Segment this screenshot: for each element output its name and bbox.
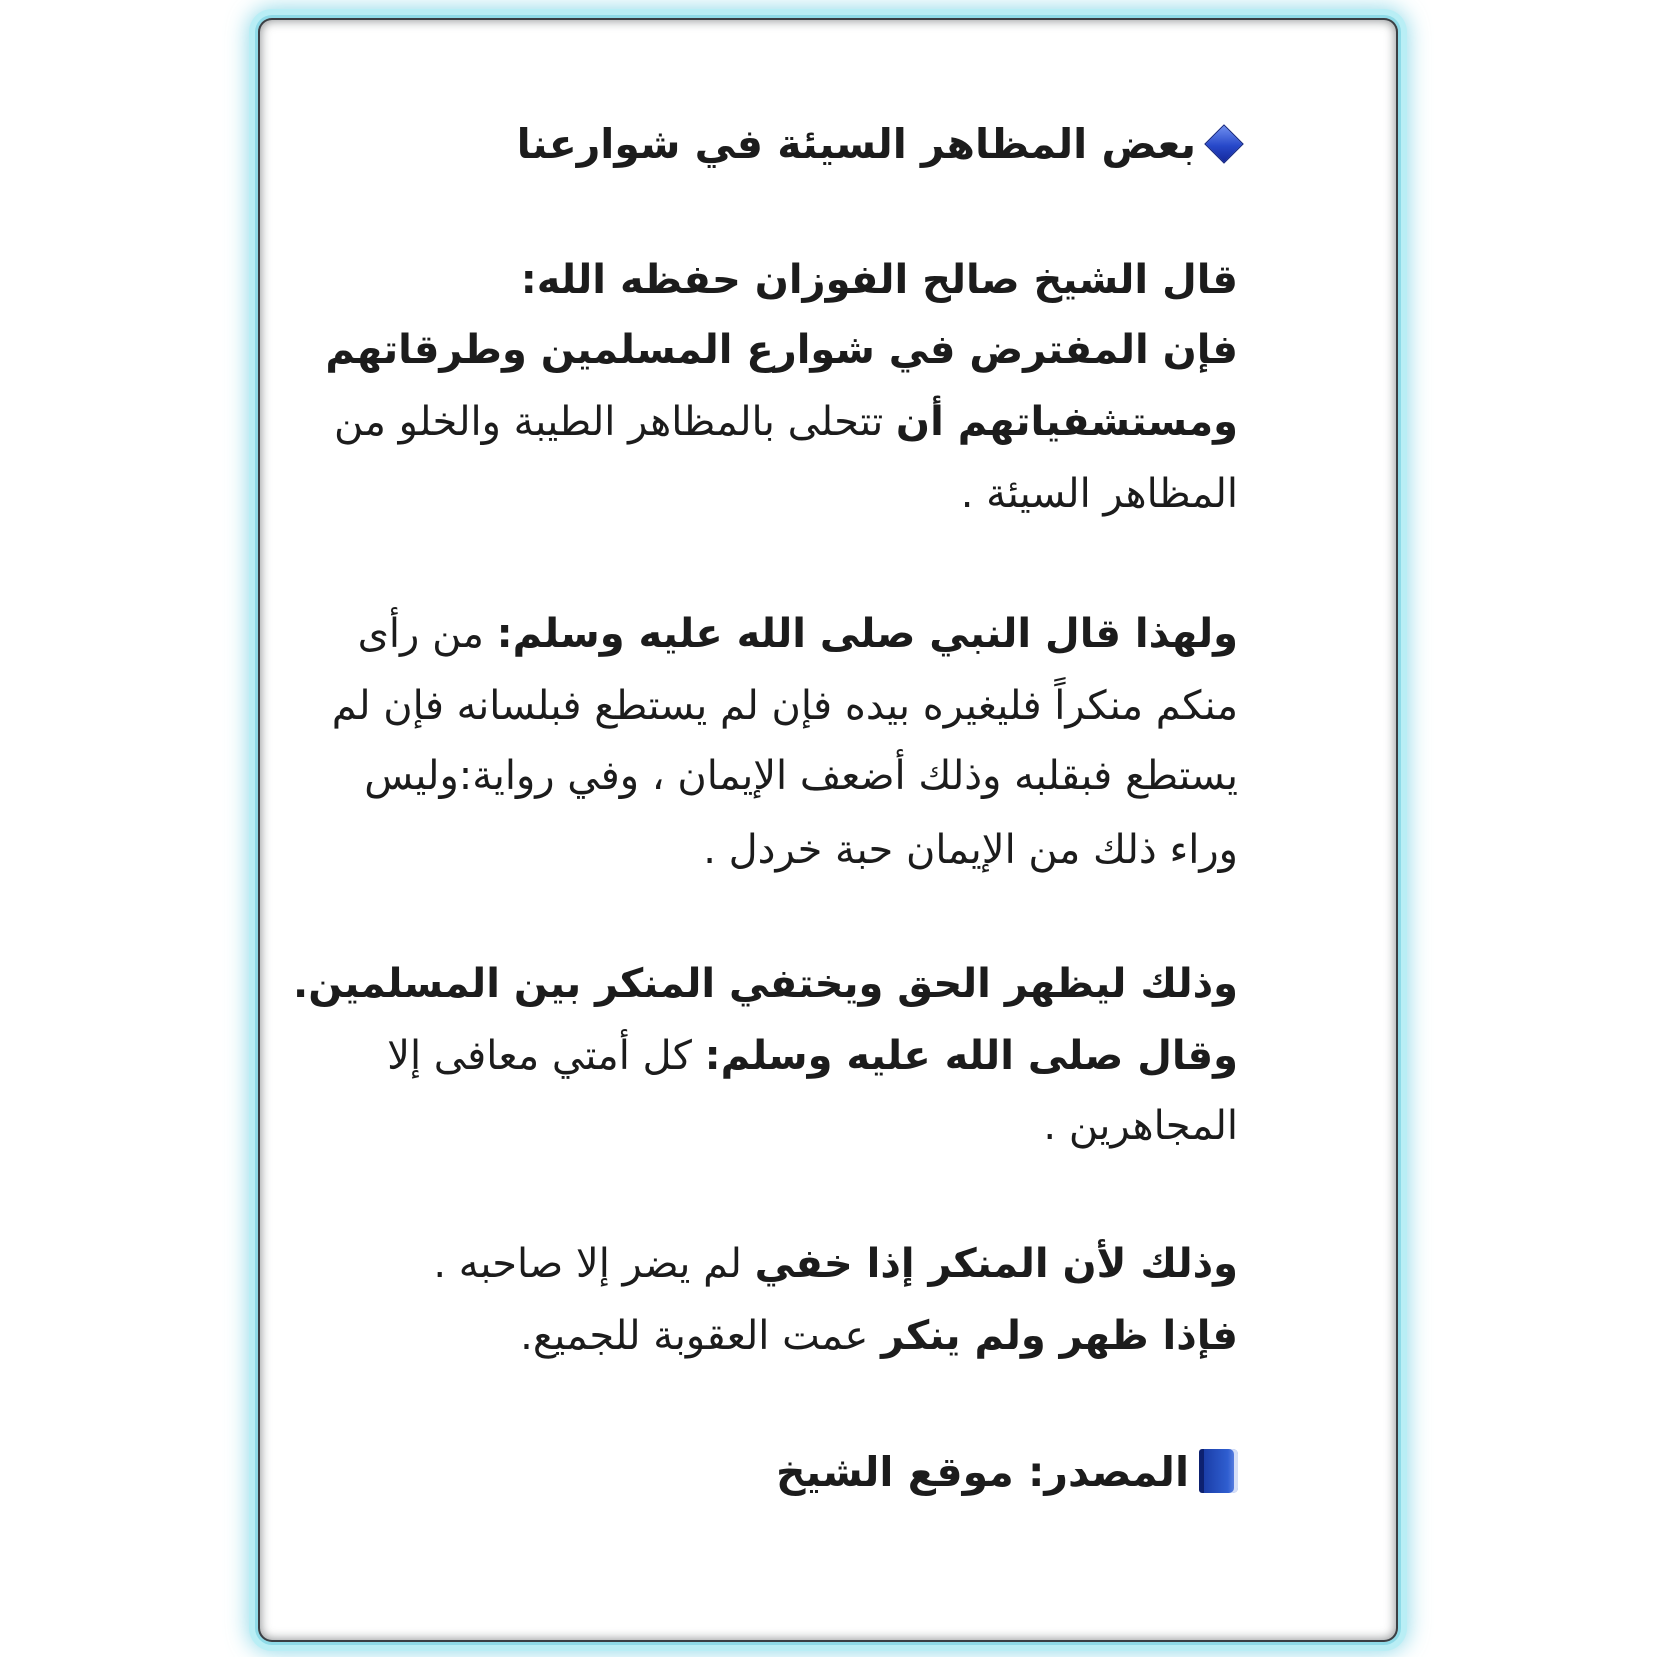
paragraph-3-line-2-regular: كل أمتي معافى إلا: [387, 1033, 705, 1079]
paragraph-2-line-2: منكم منكراً فليغيره بيده فإن لم يستطع فبلسانه فإن لم: [331, 683, 1238, 729]
blue-diamond-icon: [1204, 124, 1244, 164]
paragraph-2-line-4: وراء ذلك من الإيمان حبة خردل .: [703, 827, 1238, 873]
article-title: [517, 118, 1238, 170]
article-title-text: بعض المظاهر السيئة في شوارعنا: [516, 120, 1196, 168]
paragraph-1-line-3-regular: تتحلى بالمظاهر الطيبة والخلو من: [334, 399, 896, 445]
paragraph-4-line-1-regular: لم يضر إلا صاحبه .: [433, 1241, 755, 1287]
paragraph-1-line-3: [334, 396, 1238, 448]
blue-book-icon: [1199, 1449, 1238, 1493]
paragraph-4-line-1-bold: وذلك لأن المنكر إذا خفي: [754, 1241, 1238, 1287]
paragraph-2-line-3: يستطع فبقلبه وذلك أضعف الإيمان ، وفي رواية:وليس: [364, 753, 1238, 799]
paragraph-1-line-2: فإن المفترض في شوارع المسلمين وطرقاتهم: [325, 327, 1238, 373]
paragraph-3-line-1: وذلك ليظهر الحق ويختفي المنكر بين المسلمين.: [293, 961, 1238, 1007]
article-card: [258, 18, 1398, 1642]
source-text: المصدر: موقع الشيخ: [776, 1448, 1189, 1496]
paragraph-1-line-4: المظاهر السيئة .: [960, 471, 1238, 517]
hadith-attribution: ولهذا قال النبي صلى الله عليه وسلم:: [496, 611, 1238, 657]
paragraph-2-line-1: [358, 608, 1238, 660]
source-line: [776, 1446, 1238, 1498]
paragraph-4-line-2-bold: فإذا ظهر ولم ينكر: [881, 1313, 1238, 1359]
paragraph-1-line-3-bold: ومستشفياتهم أن: [895, 399, 1238, 445]
paragraph-4-line-2-regular: عمت العقوبة للجميع.: [520, 1313, 882, 1359]
paragraph-4-line-1: [433, 1238, 1238, 1290]
article-content: [293, 18, 1238, 1642]
paragraph-3-line-2: [387, 1030, 1238, 1082]
paragraph-2-line-1-regular: من رأى: [357, 611, 497, 657]
hadith-attribution-2: وقال صلى الله عليه وسلم:: [704, 1033, 1238, 1079]
paragraph-4-line-2: [520, 1310, 1238, 1362]
quote-attribution-fawzan: قال الشيخ صالح الفوزان حفظه الله:: [520, 257, 1238, 303]
paragraph-3-line-3: المجاهرين .: [1043, 1103, 1238, 1149]
